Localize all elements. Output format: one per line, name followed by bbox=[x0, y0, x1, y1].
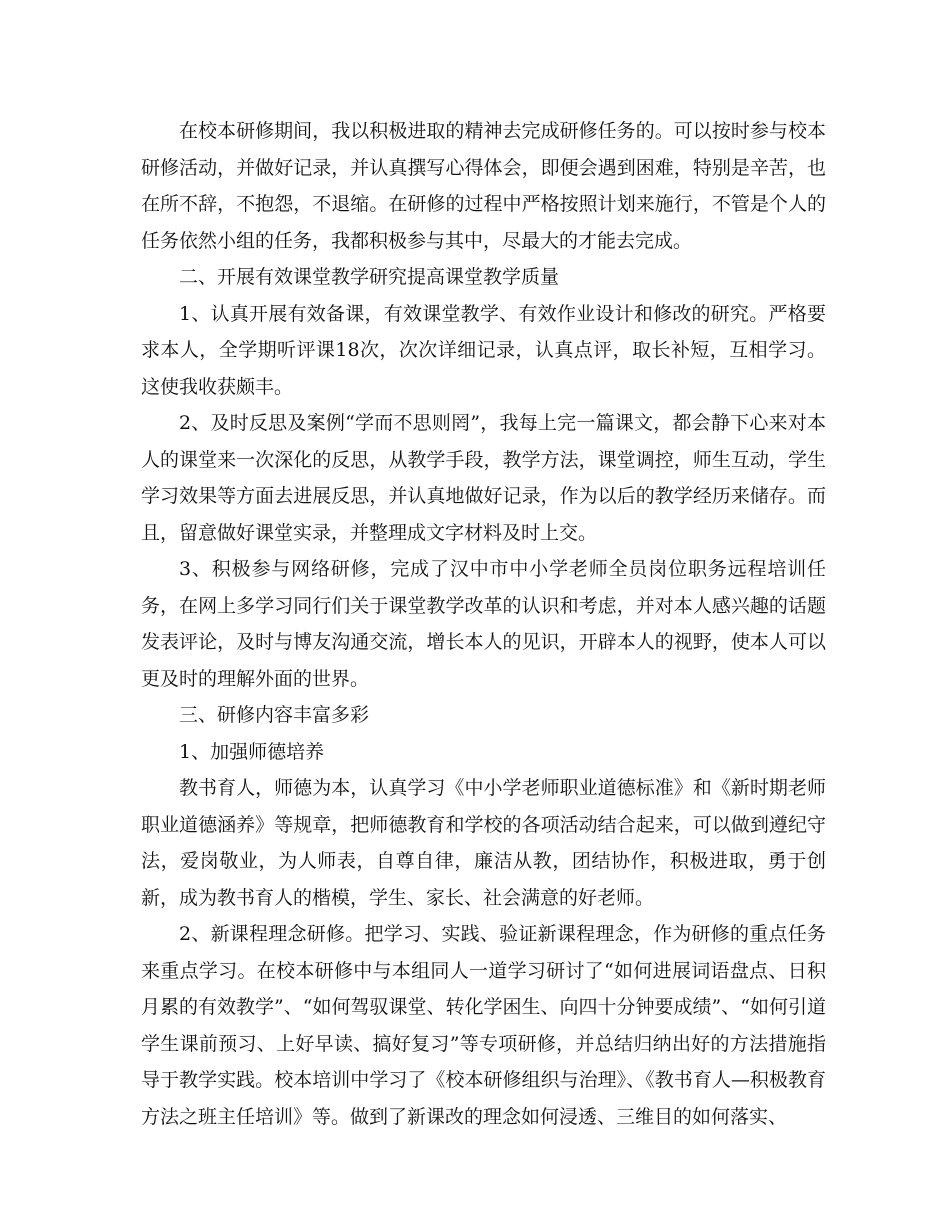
section-heading-effective-teaching: 二、开展有效课堂教学研究提高课堂教学质量 bbox=[179, 266, 560, 288]
document-body bbox=[141, 113, 826, 1135]
paragraph-online-research: 3、积极参与网络研修，完成了汉中市中小学老师全员岗位职务远程培训任务，在网上多学习同行们关于课堂教学改革的认识和考虑，并对本人感兴趣的话题发表评论，及时与博友沟通交流，增长本人的见识，开辟本人的视野，使本人可以更及时的理解外面的世界。 bbox=[141, 558, 826, 690]
paragraph-ethics: 教书育人，师德为本，认真学习《中小学老师职业道德标准》和《新时期老师职业道德涵养》等规章，把师德教育和学校的各项活动结合起来，可以做到遵纪守法，爱岗敬业，为人师表，自尊自律，廉洁从教，团结协作，积极进取，勇于创新，成为教书育人的楷模，学生、家长、社会满意的好老师。 bbox=[141, 777, 826, 909]
paragraph-new-curriculum: 2、新课程理念研修。把学习、实践、验证新课程理念，作为研修的重点任务来重点学习。在校本研修中与本组同人一道学习研讨了“如何进展词语盘点、日积月累的有效教学”、“如何驾驭课堂、转化学困生、向四十分钟要成绩”、“如何引道学生课前预习、上好早读、搞好复习”等专项研修，并总结归纳出好的方法措施指导于教学实践。校本培训中学习了《校本研修组织与治理》、《教书育人—积极教育方法之班主任培训》等。做到了新课改的理念如何浸透、三维目的如何落实、 bbox=[141, 923, 826, 1128]
subheading-ethics: 1、加强师德培养 bbox=[179, 740, 325, 763]
paragraph-lesson-preparation: 1、认真开展有效备课，有效课堂教学、有效作业设计和修改的研究。严格要求本人，全学期听评课18次，次次详细记录，认真点评，取长补短，互相学习。这使我收获颇丰。 bbox=[141, 302, 826, 398]
section-heading-research-content: 三、研修内容丰富多彩 bbox=[179, 704, 370, 726]
paragraph-reflection: 2、及时反思及案例“学而不思则罔”，我每上完一篇课文，都会静下心来对本人的课堂来一次深化的反思，从教学手段，教学方法，课堂调控，师生互动，学生学习效果等方面去进展反思，并认真地做好记录，作为以后的教学经历来储存。而且，留意做好课堂实录，并整理成文字材料及时上交。 bbox=[141, 412, 826, 544]
paragraph-research-attitude: 在校本研修期间，我以积极进取的精神去完成研修任务的。可以按时参与校本研修活动，并做好记录，并认真撰写心得体会，即便会遇到困难，特别是辛苦，也在所不辞，不抱怨，不退缩。在研修的过程中严格按照计划来施行，不管是个人的任务依然小组的任务，我都积极参与其中，尽最大的才能去完成。 bbox=[141, 120, 826, 252]
